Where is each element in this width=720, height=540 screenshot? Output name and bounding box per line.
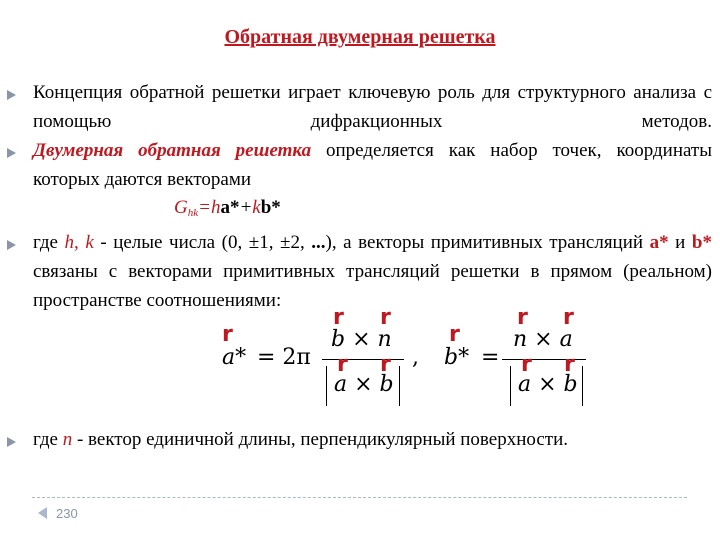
- paragraph-relations: [33, 228, 712, 315]
- formula-equals: =: [198, 197, 211, 218]
- page-title: Обратная двумерная решетка: [224, 26, 496, 48]
- eq2-eq: =: [481, 345, 500, 370]
- text-dots: ...: [311, 232, 326, 253]
- formula-g-subscript: hk: [187, 207, 199, 219]
- paragraph-definition: [33, 136, 712, 194]
- formula-g-hk: [174, 197, 281, 219]
- formula-plus: +: [239, 197, 253, 218]
- page-number: 230: [56, 506, 78, 521]
- text-and: и: [668, 232, 692, 253]
- bullet-icon: [7, 240, 16, 250]
- eq1-abs-right: [399, 366, 400, 406]
- text-n: n: [62, 429, 73, 450]
- text-b-star: b*: [691, 232, 712, 253]
- eq2-lhs: b*: [444, 345, 470, 370]
- vector-mark: r: [222, 322, 233, 347]
- vector-mark: r: [563, 305, 574, 330]
- highlight-term: Двумерная обратная решетка: [33, 140, 312, 161]
- formula-b-star: b*: [260, 197, 281, 218]
- vector-mark: r: [333, 305, 344, 330]
- page-arrow-icon: [38, 507, 47, 519]
- text-normal-vector: - вектор единичной длины, перпендикулярный поверхности.: [72, 429, 569, 450]
- eq1-lhs: a*: [222, 345, 247, 370]
- formula-k: k: [252, 197, 261, 218]
- formula-g-symbol: G: [174, 197, 188, 218]
- eq2-abs-left: [510, 366, 511, 406]
- vector-mark: r: [517, 305, 528, 330]
- bullet-icon: [7, 90, 16, 100]
- eq1-numerator: b × n: [331, 327, 392, 352]
- eq2-numerator: n × a: [513, 327, 573, 352]
- eq1-abs-left: [326, 366, 327, 406]
- text-vectors: ), а векторы примитивных трансляций: [325, 232, 650, 253]
- eq1-eq: = 2π: [257, 345, 311, 370]
- definition-text: определяется как набор точек, координаты которых даются векторами: [33, 140, 712, 190]
- text-relations: связаны с векторами примитивных трансляций решетки в прямом (реальном) пространстве соотношениями:: [33, 261, 712, 311]
- vector-mark: r: [380, 305, 391, 330]
- paragraph-concept: Концепция обратной решетки играет ключевую роль для структурного анализа с помощью дифракционных методов.: [33, 82, 712, 132]
- footer-divider: [32, 497, 687, 498]
- eq1-comma: ,: [412, 345, 419, 370]
- eq2-denominator: a × b: [518, 372, 578, 397]
- formula-h: h: [210, 197, 221, 218]
- eq1-fraction-bar: [322, 359, 404, 360]
- vector-mark: r: [564, 352, 575, 377]
- text-where: где: [33, 232, 65, 253]
- eq1-denominator: a × b: [334, 372, 394, 397]
- vector-mark: r: [521, 352, 532, 377]
- vector-mark: r: [380, 352, 391, 377]
- text-a-star: a*: [649, 232, 669, 253]
- text-where: где: [33, 429, 63, 450]
- text-integers: - целые числа (0, ±1, ±2,: [93, 232, 312, 253]
- bullet-icon: [7, 148, 16, 158]
- vector-mark: r: [337, 352, 348, 377]
- eq2-abs-right: [582, 366, 583, 406]
- text-hk: h, k: [64, 232, 94, 253]
- bullet-icon: [7, 437, 16, 447]
- vector-mark: r: [449, 322, 460, 347]
- paragraph-normal-vector: [33, 425, 712, 454]
- formula-a-star: a*: [220, 197, 240, 218]
